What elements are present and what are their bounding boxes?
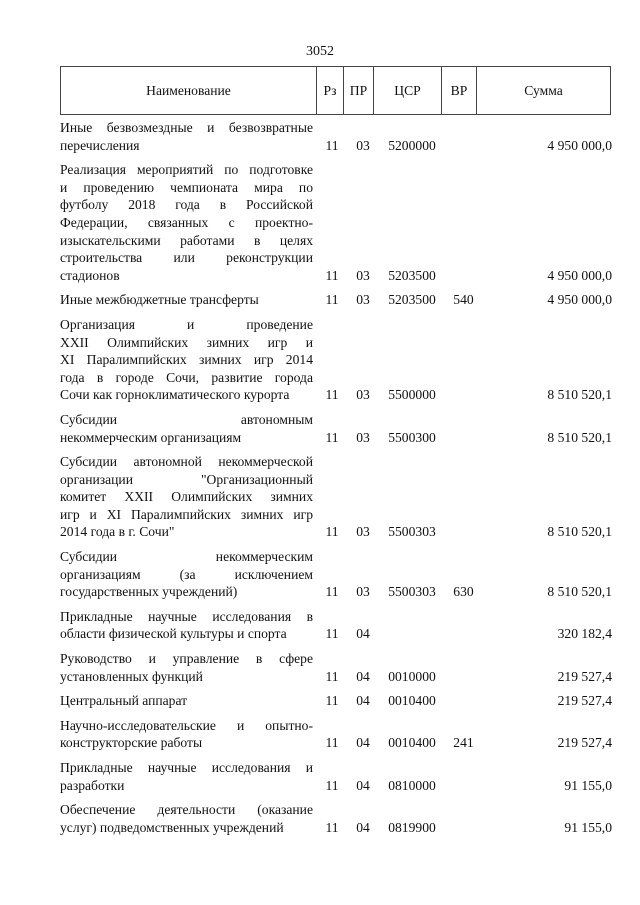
header-csr: ЦСР (374, 67, 442, 115)
row-name (60, 650, 313, 685)
row-pr: 03 (356, 429, 370, 445)
row-sum: 4 950 000,0 (547, 267, 612, 283)
table-row (60, 608, 612, 643)
row-csr: 5500300 (388, 429, 436, 445)
table-row (60, 759, 612, 794)
table-row (60, 650, 612, 685)
row-pr: 04 (356, 735, 370, 751)
header-vr: ВР (442, 67, 477, 115)
row-pr: 03 (356, 524, 370, 540)
row-sum: 8 510 520,1 (547, 387, 612, 403)
row-sum: 8 510 520,1 (547, 524, 612, 540)
row-name (60, 759, 313, 794)
table-row (60, 161, 612, 284)
row-rz: 11 (325, 777, 339, 793)
row-name (60, 119, 313, 154)
table-row (60, 548, 612, 601)
table-row (60, 316, 612, 404)
row-name-line: Руководство и управление в сфере (60, 651, 313, 667)
row-sum: 219 527,4 (557, 735, 612, 751)
row-rz: 11 (325, 819, 339, 835)
row-csr: 5500000 (388, 387, 436, 403)
row-csr: 0010000 (388, 668, 436, 684)
table-row (60, 692, 612, 710)
row-name (60, 608, 313, 643)
table-row (60, 453, 612, 541)
row-csr: 0010400 (388, 735, 436, 751)
row-name (60, 411, 313, 446)
row-name (60, 291, 313, 309)
row-rz: 11 (325, 267, 339, 283)
row-name-line: Иные безвозмездные и безвозвратные (60, 120, 313, 135)
row-name-line: Федерации, связанных с проектно- (60, 214, 313, 230)
row-pr: 04 (356, 777, 370, 793)
row-name-line: Центральный аппарат (60, 693, 188, 709)
row-name-line: Иные межбюджетные трансферты (60, 292, 259, 308)
row-rz: 11 (325, 387, 339, 403)
page-number: 3052 (306, 44, 334, 59)
row-name-line: установленных функций (60, 668, 203, 684)
table-row (60, 291, 612, 309)
row-rz: 11 (325, 429, 339, 445)
row-rz: 11 (325, 626, 339, 642)
row-rz: 11 (325, 137, 339, 153)
table-header (60, 66, 611, 115)
row-name-line: Организация и проведение (60, 316, 313, 332)
row-name-line: игр и XI Паралимпийских зимних игр (60, 506, 313, 522)
row-name-line: 2014 года в г. Сочи" (60, 524, 175, 540)
row-rz: 11 (325, 693, 339, 709)
header-sum: Сумма (477, 67, 611, 115)
row-name-line: Прикладные научные исследования в (60, 608, 313, 624)
row-sum: 91 155,0 (564, 777, 612, 793)
row-name-line: XI Паралимпийских зимних игр 2014 (60, 352, 313, 368)
row-rz: 11 (325, 735, 339, 751)
row-name-line: конструкторские работы (60, 735, 203, 751)
row-pr: 04 (356, 693, 370, 709)
row-name-line: и проведению чемпионата мира по (60, 179, 313, 195)
row-rz: 11 (325, 584, 339, 600)
row-pr: 03 (356, 584, 370, 600)
row-vr: 241 (453, 735, 474, 751)
row-name-line: Сочи как горноклиматического курорта (60, 387, 290, 403)
row-pr: 04 (356, 626, 370, 642)
row-csr: 5203500 (388, 292, 436, 308)
row-name-line: Обеспечение деятельности (оказание (60, 802, 313, 818)
row-name-line: футболу 2018 года в Российской (60, 197, 313, 213)
table-body (60, 119, 612, 843)
row-sum: 320 182,4 (557, 626, 612, 642)
row-sum: 4 950 000,0 (547, 292, 612, 308)
header-pr: ПР (344, 67, 374, 115)
row-name (60, 717, 313, 752)
row-name-line: перечисления (60, 137, 140, 153)
row-pr: 03 (356, 267, 370, 283)
row-pr: 04 (356, 668, 370, 684)
row-name-line: разработки (60, 777, 125, 793)
row-name-line: Субсидии автономным (60, 411, 313, 427)
row-name (60, 801, 313, 836)
row-name-line: года в городе Сочи, развитие города (60, 369, 313, 385)
row-name-line: Субсидии автономной некоммерческой (60, 454, 313, 470)
header-rz: Рз (317, 67, 344, 115)
row-name (60, 453, 313, 541)
row-name-line: строительства или реконструкции (60, 250, 313, 266)
row-csr: 0810000 (388, 777, 436, 793)
row-name (60, 316, 313, 404)
row-name-line: некоммерческим организациям (60, 429, 242, 445)
row-vr: 540 (453, 292, 474, 308)
row-sum: 219 527,4 (557, 668, 612, 684)
row-name-line: комитет XXII Олимпийских зимних (60, 489, 313, 505)
header-name: Наименование (61, 67, 317, 115)
row-name-line: государственных учреждений) (60, 584, 238, 600)
row-pr: 03 (356, 137, 370, 153)
row-pr: 04 (356, 819, 370, 835)
row-csr: 5203500 (388, 267, 436, 283)
row-rz: 11 (325, 668, 339, 684)
row-name (60, 548, 313, 601)
row-name-line: изыскательскими работами в целях (60, 232, 313, 248)
row-name-line: Реализация мероприятий по подготовке (60, 162, 313, 178)
row-name-line: Субсидии некоммерческим (60, 549, 313, 565)
row-name-line: XXII Олимпийских зимних игр и (60, 334, 313, 350)
row-pr: 03 (356, 387, 370, 403)
row-sum: 91 155,0 (564, 819, 612, 835)
table-row (60, 801, 612, 836)
row-name-line: области физической культуры и спорта (60, 626, 287, 642)
row-sum: 4 950 000,0 (547, 137, 612, 153)
row-sum: 219 527,4 (557, 693, 612, 709)
row-name-line: стадионов (60, 267, 120, 283)
row-rz: 11 (325, 292, 339, 308)
row-name-line: организациям (за исключением (60, 566, 313, 582)
row-pr: 03 (356, 292, 370, 308)
row-csr: 0010400 (388, 693, 436, 709)
row-name (60, 692, 313, 710)
row-csr: 5500303 (388, 524, 436, 540)
table-row (60, 411, 612, 446)
row-rz: 11 (325, 524, 339, 540)
row-name-line: организации "Организационный (60, 471, 313, 487)
row-name (60, 161, 313, 284)
row-name-line: Прикладные научные исследования и (60, 760, 313, 775)
row-csr: 5500303 (388, 584, 436, 600)
row-csr: 5200000 (388, 137, 436, 153)
row-name-line: услуг) подведомственных учреждений (60, 819, 284, 835)
row-vr: 630 (453, 584, 474, 600)
table-row (60, 717, 612, 752)
row-csr: 0819900 (388, 819, 436, 835)
row-sum: 8 510 520,1 (547, 584, 612, 600)
table-row (60, 119, 612, 154)
row-name-line: Научно-исследовательские и опытно- (60, 717, 313, 733)
row-sum: 8 510 520,1 (547, 429, 612, 445)
